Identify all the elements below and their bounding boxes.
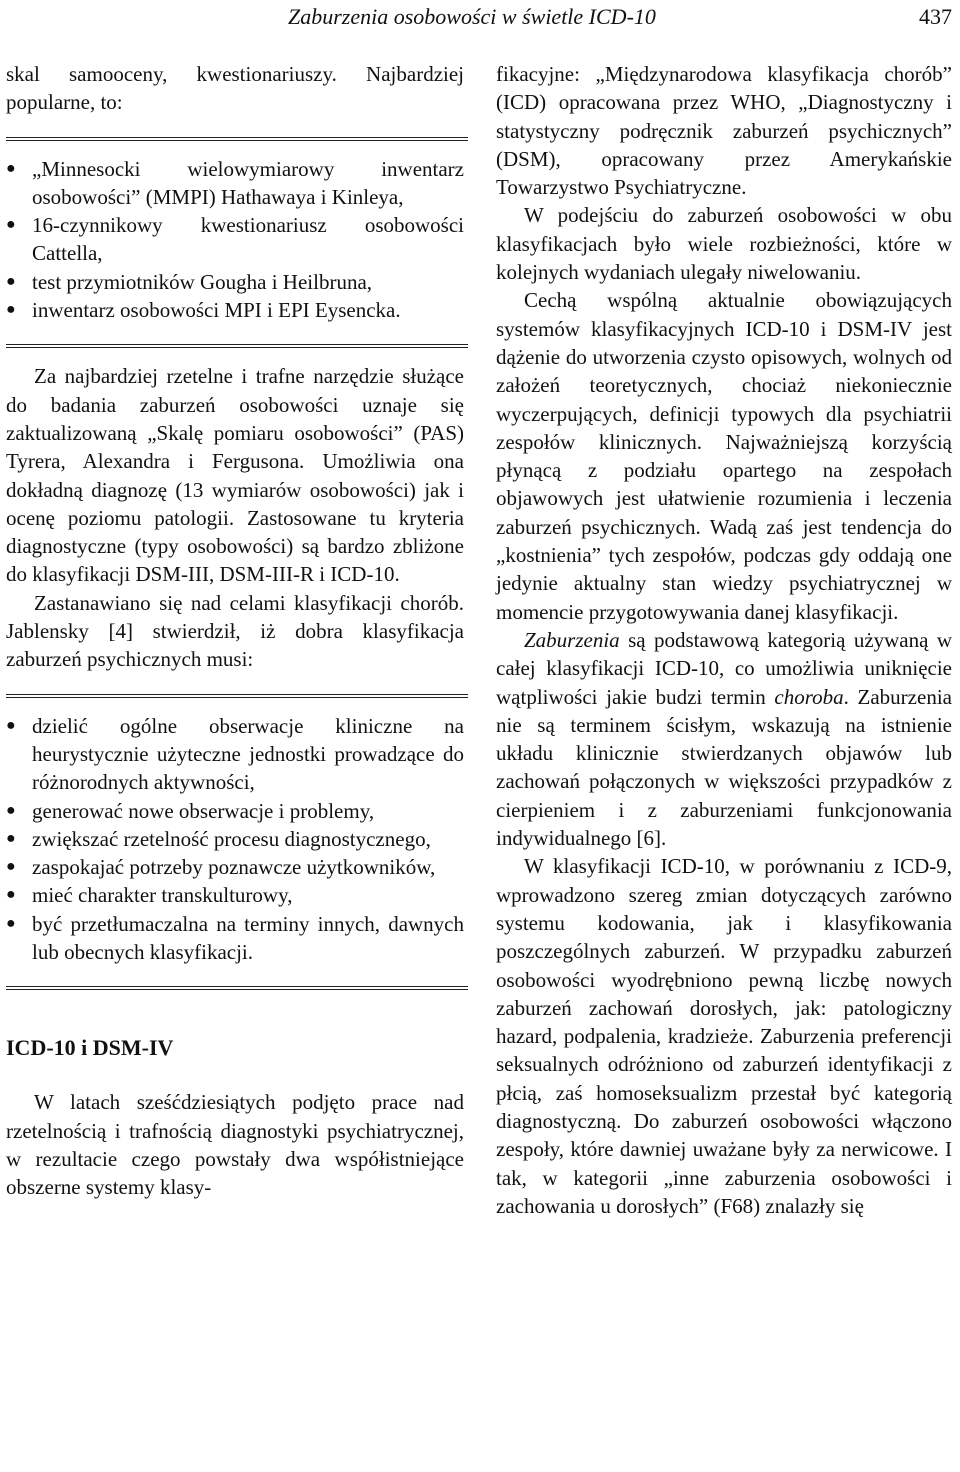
- divider: [6, 344, 468, 348]
- text-run: . Zaburzenia nie są terminem ścisłym, wskazują na istnienie układu klinicznie stwierdzanych objawów lub zachowań połączonych w większości przypadków z cierpieniem i z zaburzeniami funkcjonowania indywidualnego [6].: [496, 684, 952, 851]
- divider: [6, 137, 468, 141]
- paragraph: Cechą wspólną aktualnie obowiązujących systemów klasyfikacyjnych ICD-10 i DSM-IV jest dążenie do utworzenia czysto opisowych, wolnych od założeń teoretycznych, chociaż niekoniecznie wyczerpujących, definicji typowych dla psychiatrii zespołów klinicznych. Najważniejszą korzyścią płynącą z podziału opartego na zespołach objawowych jest ułatwienie rozumienia i leczenia zaburzeń psychicznych. Wadą zaś jest tendencja do „kostnienia” tych zespołów, podczas gdy oddają one jedynie aktualny stan wiedzy psychiatrycznej w momencie przygotowywania danej klasyfikacji.: [496, 288, 952, 624]
- page-number: 437: [919, 4, 952, 29]
- bullet-list: [6, 712, 464, 967]
- paragraph: W podejściu do zaburzeń osobowości w obu klasyfikacjach było wiele rozbieżności, które w kolejnych wydaniach ulegały niwelowaniu.: [496, 203, 952, 285]
- divider: [6, 986, 468, 990]
- right-column: [496, 60, 952, 1220]
- divider: [6, 694, 468, 698]
- text-run: są podstawową kategorią używaną w całej klasyfikacji ICD-10, co umożliwia uniknięcie wątpliwości jakie budzi termin: [496, 627, 952, 709]
- paragraph: Zastanawiano się nad celami klasyfikacji chorób. Jablensky [4] stwierdził, iż dobra klasyfikacja zaburzeń psychicznych musi:: [6, 590, 464, 672]
- paragraph: Za najbardziej rzetelne i trafne narzędzie służące do badania zaburzeń osobowości uznaje się zaktualizowaną „Skalę pomiaru osobowości” (PAS) Tyrera, Alexandra i Fergusona. Umożliwia ona dokładną diagnozę (13 wymiarów osobowości) jak i ocenę poziomu patologii. Zastosowane tu kryteria diagnostyczne (typy osobowości) są bardzo zbliżone do klasyfikacji DSM-III, DSM-III-R i ICD-10.: [6, 364, 464, 587]
- list-item: ● generować nowe obserwacje i problemy,: [6, 797, 464, 825]
- paragraph: W klasyfikacji ICD-10, w porównaniu z ICD-9, wprowadzono szereg zmian dotyczących zarówno systemu kodowania, jak i klasyfikowania poszczególnych zaburzeń. W przypadku zaburzeń osobowości wyodrębniono pewną liczbę nowych zaburzeń zachowań dorosłych, jak: patologiczny hazard, podpalenia, kradzieże. Zaburzenia preferencji seksualnych odróżniono od zaburzeń identyfikacji z płcią, zaś homoseksualizm przestał być kategorią diagnostyczną. Do zaburzeń osobowości włączono zespoły, które dawniej uważane były za nerwicowe. I tak, w kategorii „inne zaburzenia osobowości i zachowania u dorosłych” (F68) znalazły się: [496, 854, 952, 1218]
- list-item: ● test przymiotników Gougha i Heilbruna,: [6, 268, 464, 296]
- emphasis: Zaburzenia: [524, 627, 620, 652]
- paragraph: [496, 626, 952, 852]
- list-item: ● być przetłumaczalna na terminy innych, dawnych lub obecnych klasyfikacji.: [6, 910, 464, 967]
- list-item: ● 16-czynnikowy kwestionariusz osobowości Cattella,: [6, 211, 464, 268]
- list-item: ● inwentarz osobowości MPI i EPI Eysencka.: [6, 296, 464, 324]
- list-item: ● dzielić ogólne obserwacje kliniczne na heurystycznie użyteczne jednostki prowadzące do różnorodnych aktywności,: [6, 712, 464, 797]
- list-item: ● zwiększać rzetelność procesu diagnostycznego,: [6, 825, 464, 853]
- paragraph: skal samooceny, kwestionariuszy. Najbardziej popularne, to:: [6, 62, 464, 115]
- running-title: Zaburzenia osobowości w świetle ICD-10: [288, 4, 656, 29]
- paragraph: W latach sześćdziesiątych podjęto prace nad rzetelnością i trafnością diagnostyki psychiatrycznej, w rezultacie czego powstały dwa współistniejące obszerne systemy klasy-: [6, 1090, 464, 1200]
- section-heading: ICD-10 i DSM-IV: [6, 1035, 174, 1061]
- paragraph: fikacyjne: „Międzynarodowa klasyfikacja chorób” (ICD) opracowana przez WHO, „Diagnostyczny i statystyczny podręcznik zaburzeń psychicznych” (DSM), opracowany przez Amerykańskie Towarzystwo Psychiatryczne.: [496, 62, 952, 200]
- emphasis: choroba: [774, 684, 844, 709]
- list-item: ● „Minnesocki wielowymiarowy inwentarz osobowości” (MMPI) Hathawaya i Kinleya,: [6, 155, 464, 212]
- list-item: ● mieć charakter transkulturowy,: [6, 881, 464, 909]
- bullet-list: [6, 155, 464, 325]
- list-item: ● zaspokajać potrzeby poznawcze użytkowników,: [6, 853, 464, 881]
- left-column: [6, 60, 464, 1202]
